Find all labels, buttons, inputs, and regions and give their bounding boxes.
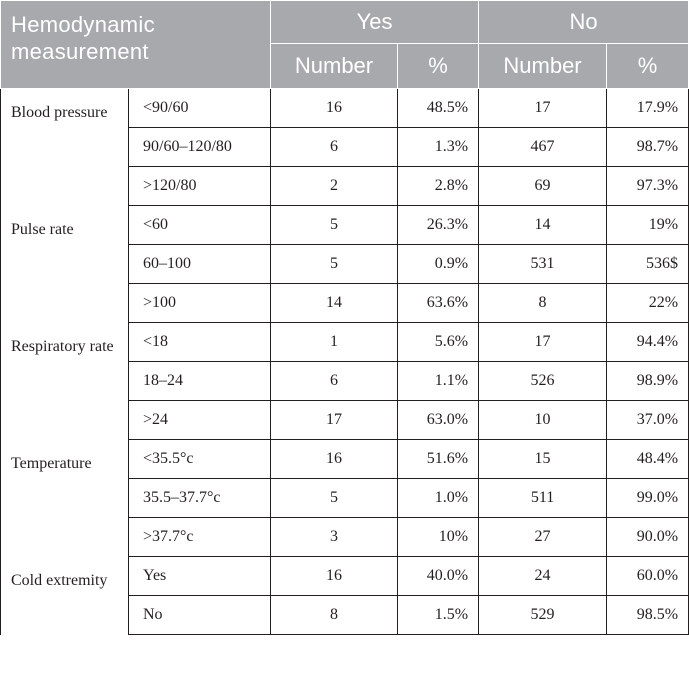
category-cell: 60–100: [129, 245, 271, 284]
yes-number-cell: 16: [271, 440, 398, 479]
table-row: [1, 440, 689, 479]
yes-percent-cell: 1.5%: [398, 596, 479, 635]
table-row: [1, 323, 689, 362]
yes-number-cell: 8: [271, 596, 398, 635]
no-number-cell: 511: [479, 479, 607, 518]
no-percent-cell: 98.9%: [607, 362, 689, 401]
no-percent-cell: 536$: [607, 245, 689, 284]
category-cell: >100: [129, 284, 271, 323]
yes-number-cell: 5: [271, 245, 398, 284]
yes-number-cell: 16: [271, 89, 398, 128]
category-cell: 35.5–37.7°c: [129, 479, 271, 518]
no-percent-cell: 90.0%: [607, 518, 689, 557]
category-cell: 90/60–120/80: [129, 128, 271, 167]
table-body: [1, 89, 689, 635]
no-number-cell: 8: [479, 284, 607, 323]
yes-percent-cell: 1.0%: [398, 479, 479, 518]
category-cell: No: [129, 596, 271, 635]
yes-number-header: Number: [271, 44, 398, 89]
yes-number-cell: 2: [271, 167, 398, 206]
yes-number-cell: 17: [271, 401, 398, 440]
category-cell: Yes: [129, 557, 271, 596]
no-percent-cell: 48.4%: [607, 440, 689, 479]
category-cell: >24: [129, 401, 271, 440]
no-number-cell: 14: [479, 206, 607, 245]
category-cell: <35.5°c: [129, 440, 271, 479]
no-number-cell: 467: [479, 128, 607, 167]
table-row: [1, 206, 689, 245]
yes-percent-cell: 10%: [398, 518, 479, 557]
yes-group-header: Yes: [271, 1, 479, 44]
yes-number-cell: 6: [271, 362, 398, 401]
yes-percent-cell: 5.6%: [398, 323, 479, 362]
no-percent-cell: 19%: [607, 206, 689, 245]
category-cell: 18–24: [129, 362, 271, 401]
category-cell: >120/80: [129, 167, 271, 206]
category-cell: >37.7°c: [129, 518, 271, 557]
yes-percent-header: %: [398, 44, 479, 89]
yes-number-cell: 5: [271, 479, 398, 518]
no-number-cell: 531: [479, 245, 607, 284]
no-group-header: No: [479, 1, 689, 44]
no-percent-cell: 99.0%: [607, 479, 689, 518]
no-number-cell: 529: [479, 596, 607, 635]
no-percent-cell: 98.5%: [607, 596, 689, 635]
measure-label: Respiratory rate: [1, 323, 129, 440]
yes-percent-cell: 48.5%: [398, 89, 479, 128]
yes-percent-cell: 63.6%: [398, 284, 479, 323]
no-number-cell: 17: [479, 323, 607, 362]
no-percent-cell: 98.7%: [607, 128, 689, 167]
no-number-cell: 10: [479, 401, 607, 440]
category-cell: <18: [129, 323, 271, 362]
no-number-cell: 24: [479, 557, 607, 596]
category-cell: <60: [129, 206, 271, 245]
no-percent-cell: 37.0%: [607, 401, 689, 440]
no-percent-cell: 97.3%: [607, 167, 689, 206]
measure-label: Pulse rate: [1, 206, 129, 323]
yes-percent-cell: 63.0%: [398, 401, 479, 440]
yes-number-cell: 1: [271, 323, 398, 362]
no-number-cell: 69: [479, 167, 607, 206]
yes-number-cell: 16: [271, 557, 398, 596]
no-number-cell: 27: [479, 518, 607, 557]
table-header: [1, 1, 689, 89]
yes-percent-cell: 40.0%: [398, 557, 479, 596]
yes-percent-cell: 1.3%: [398, 128, 479, 167]
yes-number-cell: 14: [271, 284, 398, 323]
measure-label: Blood pressure: [1, 89, 129, 206]
category-cell: <90/60: [129, 89, 271, 128]
no-number-cell: 15: [479, 440, 607, 479]
yes-percent-cell: 2.8%: [398, 167, 479, 206]
yes-percent-cell: 51.6%: [398, 440, 479, 479]
yes-number-cell: 3: [271, 518, 398, 557]
no-percent-cell: 17.9%: [607, 89, 689, 128]
measure-label: Temperature: [1, 440, 129, 557]
no-percent-header: %: [607, 44, 689, 89]
no-percent-cell: 94.4%: [607, 323, 689, 362]
yes-percent-cell: 26.3%: [398, 206, 479, 245]
no-number-cell: 17: [479, 89, 607, 128]
no-number-header: Number: [479, 44, 607, 89]
yes-percent-cell: 0.9%: [398, 245, 479, 284]
no-percent-cell: 22%: [607, 284, 689, 323]
yes-number-cell: 6: [271, 128, 398, 167]
yes-percent-cell: 1.1%: [398, 362, 479, 401]
table-row: [1, 557, 689, 596]
table-row: [1, 89, 689, 128]
no-percent-cell: 60.0%: [607, 557, 689, 596]
no-number-cell: 526: [479, 362, 607, 401]
yes-number-cell: 5: [271, 206, 398, 245]
measurement-header: Hemodynamic measurement: [1, 1, 271, 89]
measure-label: Cold extremity: [1, 557, 129, 635]
